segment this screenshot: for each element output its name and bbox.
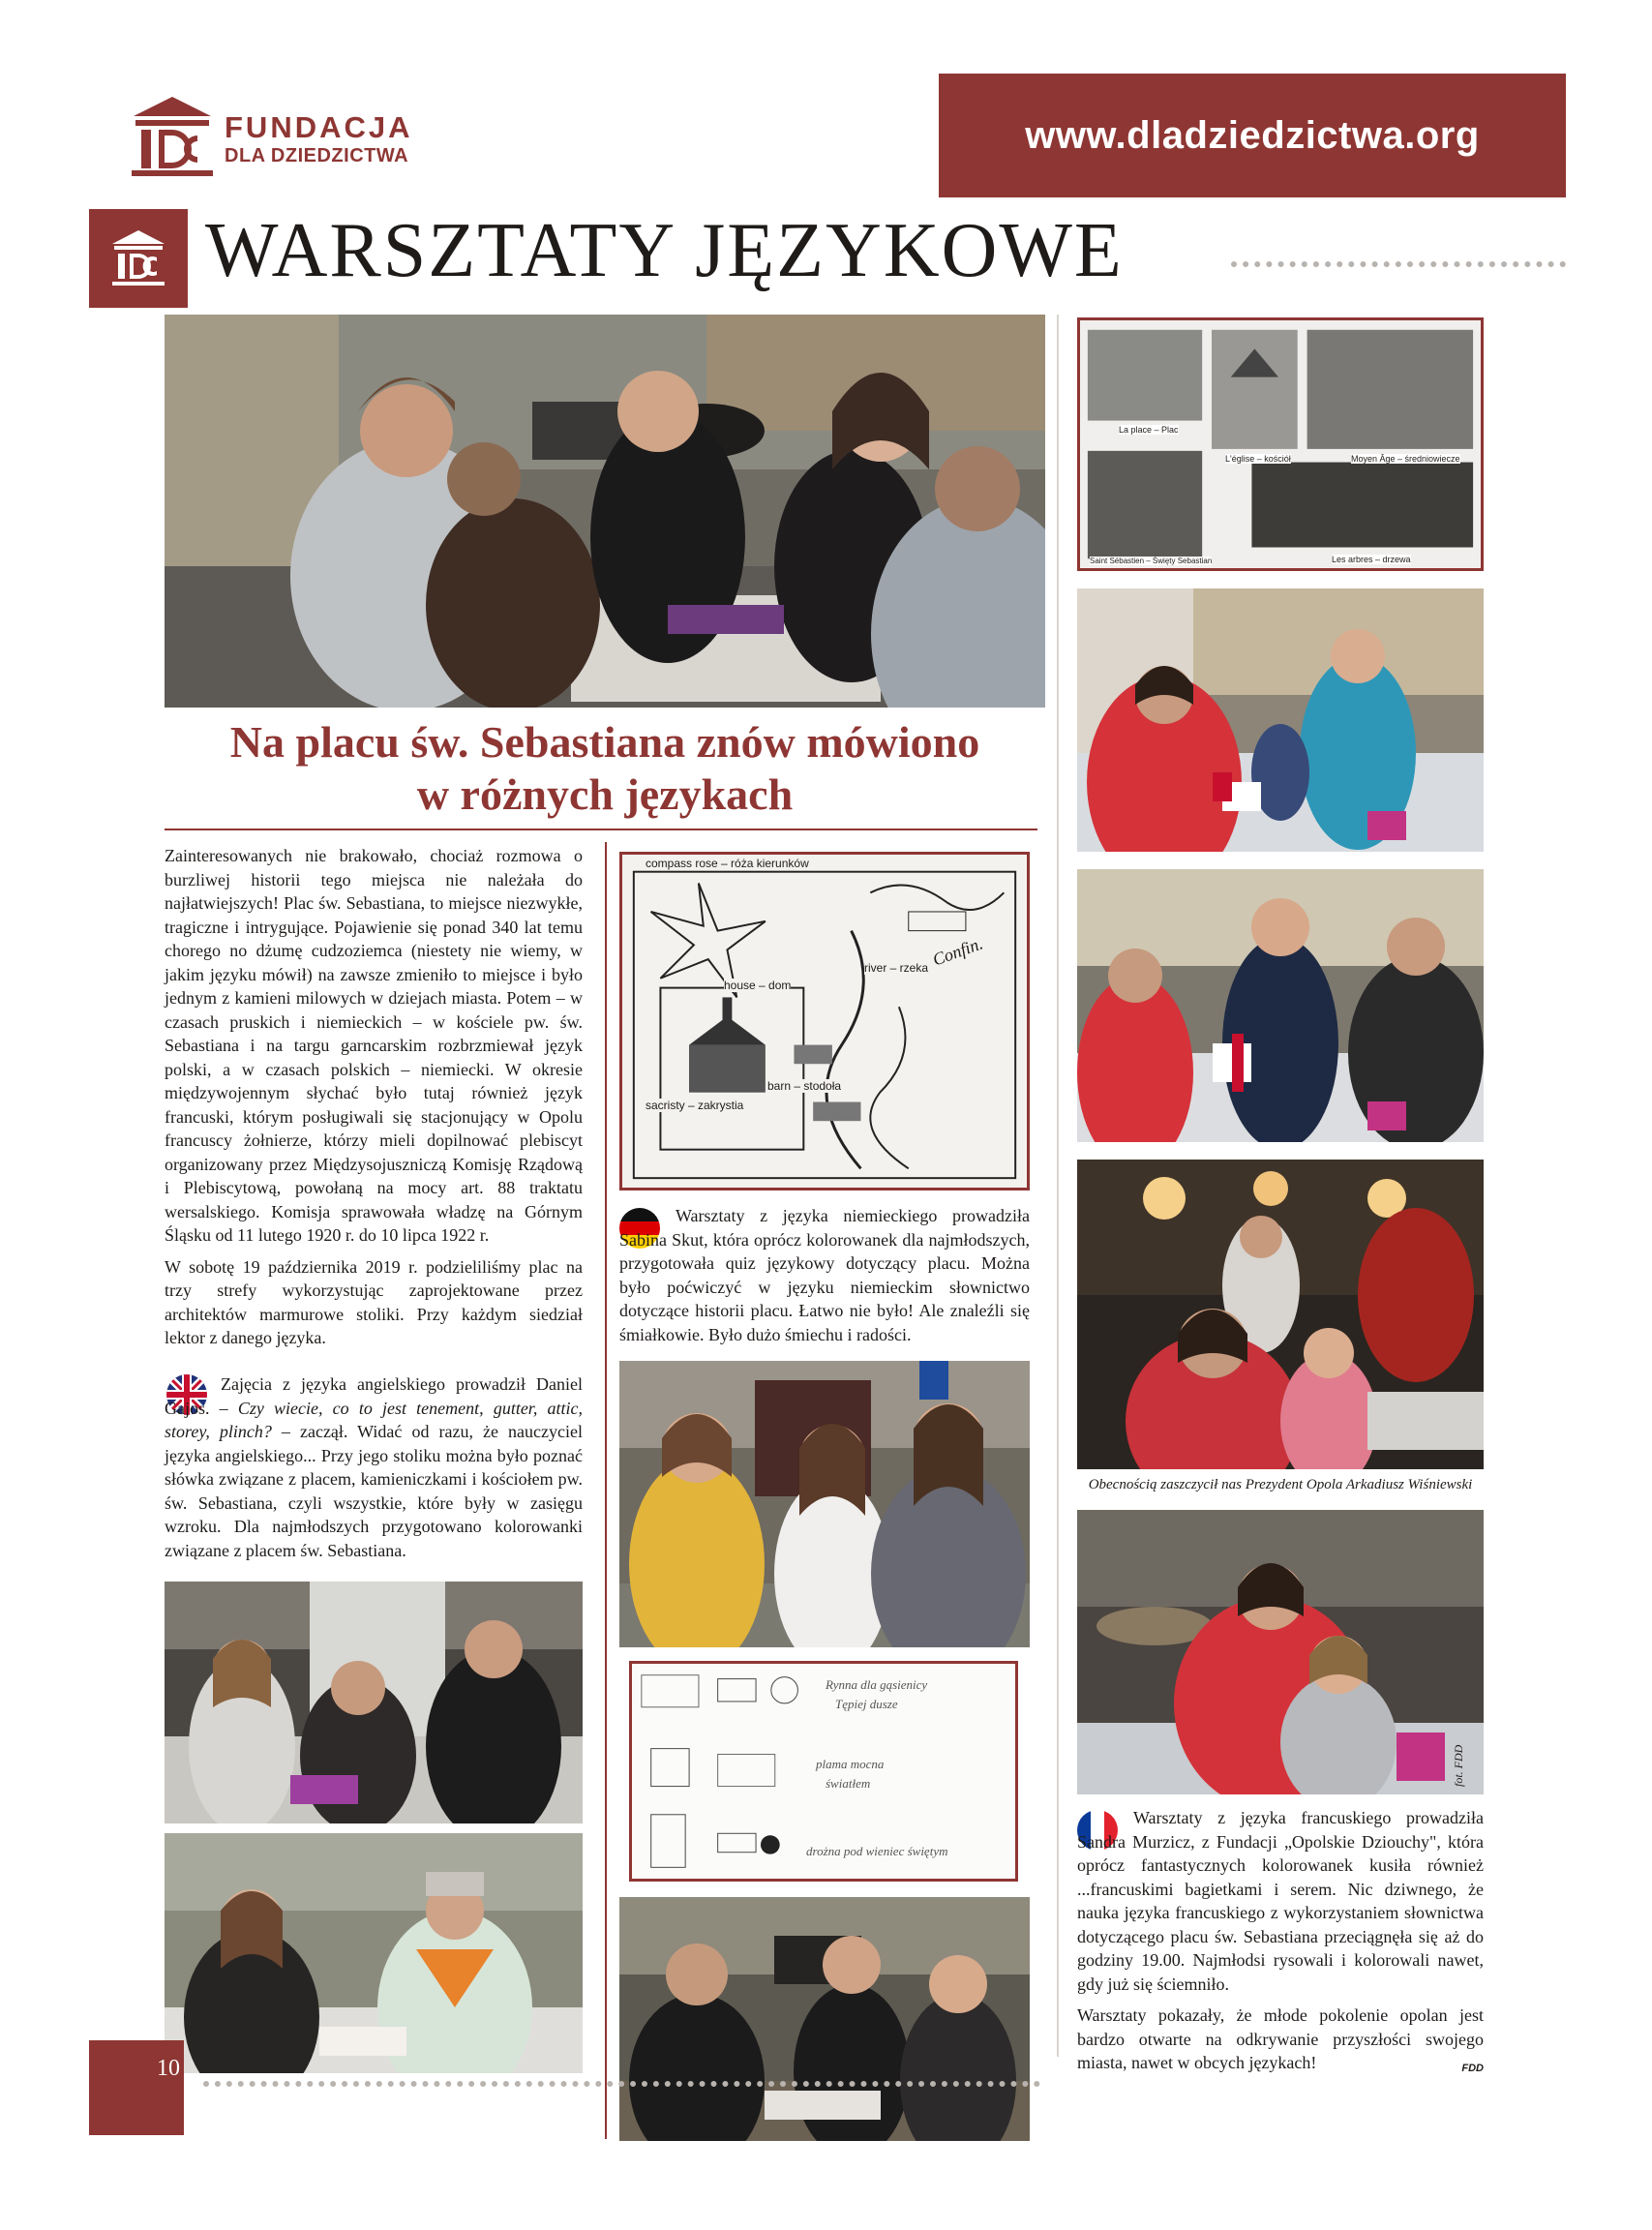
temple-icon [89, 209, 188, 308]
photo-german-workshop [619, 1361, 1030, 1647]
map-label-house: house – dom [724, 979, 792, 992]
page-number-box [89, 2040, 184, 2135]
footer-dotted-line [203, 2081, 1040, 2087]
collage-label-trees: Les arbres – drzewa [1332, 555, 1411, 564]
english-text-a: Zajęcia z języka angielskiego prowadził Daniel Gajos. – [165, 1374, 583, 1418]
column-divider-mid [605, 842, 607, 2139]
collage-label-place: La place – Plac [1119, 425, 1179, 435]
map-label-barn: barn – stodoła [767, 1079, 842, 1093]
english-text [165, 1372, 583, 1562]
headline-rule [165, 829, 1037, 830]
photo-credit: fot. FDD [1452, 1744, 1465, 1787]
english-text-b: – zaczął. Widać od razu, że nauczyciel języka angielskiego... Przy jego stoliku można było poznać słówka związane z placem, kamieniczkami i kościołem pw. św. Sebastiana, czyli wszystkie, które były w zasięgu wzroku. Dla najmłodszych przygotowano kolorowanki związane z placem św. Sebastiana. [165, 1422, 583, 1560]
intro-paragraph-1: Zainteresowanych nie brakowało, chociaż rozmowa o burzliwej historii tego miejsca nie należała do najłatwiejszych! Plac św. Sebastiana, to miejsce niezwykłe, tragiczne i intrygujące. Pojawienie się ponad 340 lat temu chorego no dżumę cudzoziemca (niestety nie wiemy, w jakim języku mówił) na zawsze zmieniło to miejsce i było jednym z kamieni milowych w dziejach miasta. Potem – w czasach pruskich i niemieckich – w kościele pw. św. Sebastiana i na targu garncarskim rozbrzmiewał język polski, a w czasach polskich – niemiecki. W okresie międzywojennym słychać było tutaj również język francuski, którym posługiwali się stacjonujący w Opolu francuscy żołnierze, którzy mieli dopilnować plebiscyt organizowany przez Międzysojuszniczą Komisję Rządową i Plebiscytową, powołaną na mocy art. 88 traktatu wersalskiego. Komisja sprawowała władzę na Górnym Śląsku od 11 lutego 1920 r. do 10 lipca 1922 r. [165, 846, 583, 1245]
map-label-sacristy: sacristy – zakrystia [646, 1099, 744, 1112]
title-dotted-line [1231, 261, 1566, 267]
historic-map [619, 852, 1030, 1190]
photo-french-table [1077, 588, 1484, 852]
collage-label-middle-ages: Moyen Âge – średniowiecze [1351, 454, 1460, 464]
page-number: 10 [157, 2056, 180, 2081]
english-quote: Czy wiecie, co to jest tenement, gutter, attic, storey, plinch? [165, 1398, 583, 1441]
worksheet-line4: światłem [826, 1776, 871, 1791]
photo-caption: Obecnością zaszczycił nas Prezydent Opola Arkadiusz Wiśniewski [1088, 1477, 1473, 1492]
map-label-river: river – rzeka [864, 961, 929, 975]
column-divider-right [1057, 315, 1059, 2057]
photo-french-table-2 [1077, 869, 1484, 1142]
vocabulary-collage [1077, 317, 1484, 571]
intro-paragraph-2: W sobotę 19 października 2019 r. podzieliliśmy plac na trzy strefy wykorzystując zaprojektowane przez architektów marmurowe stoliki. Przy każdym siedział lektor z danego języka. [165, 1256, 583, 1347]
headline-line1: Na placu św. Sebastiana znów mówiono [229, 717, 980, 767]
photo-young-people [619, 1897, 1030, 2141]
article-headline [165, 716, 1045, 821]
worksheet-scan [629, 1661, 1018, 1882]
map-label-confin: Confin. [930, 933, 986, 970]
closing-text: Warsztaty pokazały, że młode pokolenie opolan jest bardzo otwarte na odkrywanie przyszłości swojego miasta, nawet w obcych językach! [1077, 2005, 1484, 2072]
closing-paragraph [1077, 2004, 1484, 2075]
signature: FDD [1461, 2063, 1484, 2074]
worksheet-line1: Rynna dla gąsienicy [826, 1677, 928, 1692]
temple-logo-icon [128, 93, 217, 182]
logo-line2: DLA DZIEDZICTWA [225, 145, 409, 166]
german-text: Warsztaty z języka niemieckiego prowadziła Sabina Skut, która oprócz kolorowanek dla najmłodszych, przygotowała quiz językowy dotyczący placu. Można było poćwiczyć w języku niemieckim słownictwo dotyczące historii placu. Łatwo nie było! Ale znaleźli się śmiałkowie. Było dużo śmiechu i radości. [619, 1206, 1030, 1344]
photo-evening-coloring [1077, 1510, 1484, 1794]
logo-line1: FUNDACJA [225, 110, 413, 144]
collage-label-church: L'église – kościół [1225, 454, 1291, 464]
headline-line2: w różnych językach [416, 769, 794, 819]
website-url[interactable]: www.dladziedzictwa.org [939, 74, 1566, 197]
photo-coloring-kids [165, 1582, 583, 1823]
french-text [1077, 1806, 1484, 2083]
photo-english-workshop [165, 1833, 583, 2073]
collage-label-saint: Saint Sébastien – Święty Sebastian [1090, 557, 1213, 565]
worksheet-line2: Tępiej dusze [835, 1697, 898, 1711]
photo-english-table [165, 315, 1045, 708]
intro-text [165, 844, 583, 1358]
photo-mayor-visit [1077, 1160, 1484, 1469]
map-label-compass: compass rose – róża kierunków [646, 857, 809, 870]
worksheet-line5: drożna pod wieniec świętym [806, 1844, 948, 1858]
worksheet-line3: plama mocna [816, 1757, 885, 1771]
french-paragraph: Warsztaty z języka francuskiego prowadziła Sandra Murzicz, z Fundacji „Opolskie Dziouchy", która oprócz fantastycznych kolorowanek kusiła również ...francuskimi bagietkami i serem. Nic dziwnego, że nauka języka francuskiego z wykorzystaniem słownictwa dotyczącego placu św. Sebastiana przeciągnęła się aż do godziny 19.00. Najmłodsi rysowali i kolorowali nawet, gdy już się ściemniło. [1077, 1808, 1484, 1994]
page-title: WARSZTATY JĘZYKOWE [205, 208, 1124, 293]
logo [128, 93, 437, 182]
title-icon-box [89, 209, 188, 308]
